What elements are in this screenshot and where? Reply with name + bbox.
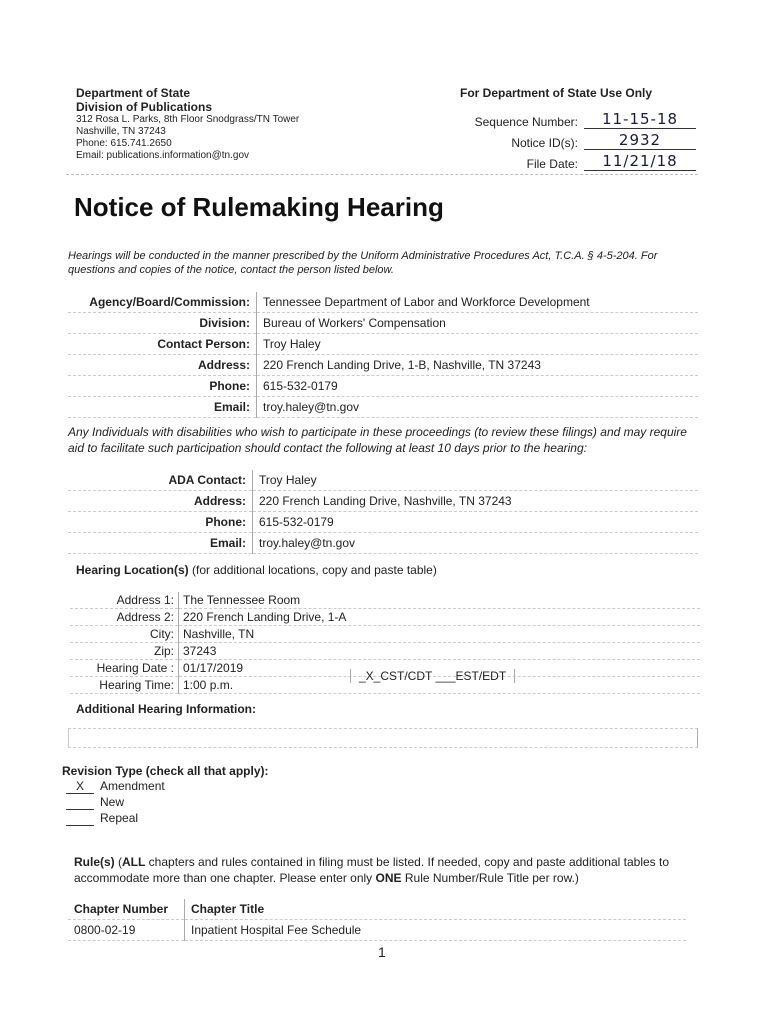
ada-row-label: ADA Contact: (68, 470, 253, 491)
agency-row-label: Contact Person: (68, 334, 257, 355)
revision-amendment (66, 779, 165, 794)
notice-row (460, 129, 700, 150)
chapter-number: 0800-02-19 (68, 920, 185, 941)
notice-label: Notice ID(s): (511, 136, 578, 150)
location-row-value: Nashville, TN (179, 626, 701, 643)
agency-row (68, 292, 698, 313)
agency-row (68, 313, 698, 334)
file-date-value: 11/21/18 (584, 152, 696, 171)
revision-repeal (66, 811, 138, 826)
address-line-2: Nashville, TN 37243 (76, 126, 166, 137)
agency-row-label: Division: (68, 313, 257, 334)
additional-info-title: Additional Hearing Information: (76, 702, 256, 716)
agency-row-label: Agency/Board/Commission: (68, 292, 257, 313)
chapter-title-header: Chapter Title (185, 899, 687, 920)
agency-row-label: Phone: (68, 376, 257, 397)
ada-table (68, 470, 698, 554)
revision-mark (66, 795, 94, 810)
disabilities-notice: Any Individuals with disabilities who wish to participate in these proceedings (to review these filings) and may require aid to facilitate such participation should contact the following at least 10 days prior to the hearing: (68, 425, 687, 455)
page-title: Notice of Rulemaking Hearing (74, 192, 444, 222)
agency-table (68, 292, 698, 418)
location-row-label: Hearing Date : (70, 660, 179, 677)
sequence-row (460, 108, 700, 129)
location-row-label: City: (70, 626, 179, 643)
header-publications-info (76, 86, 299, 162)
state-use-box (460, 86, 700, 171)
agency-row (68, 334, 698, 355)
location-row-value: 220 French Landing Drive, 1-A (179, 609, 701, 626)
location-row (70, 643, 700, 660)
rules-text-3: Rule Number/Rule Title per row.) (401, 871, 579, 885)
location-row-label: Address 1: (70, 592, 179, 609)
chapter-number-header: Chapter Number (68, 899, 185, 920)
location-row (70, 592, 700, 609)
location-row-value: 01/17/2019 (179, 660, 701, 677)
ada-row-label: Email: (68, 533, 253, 554)
sequence-value: 11-15-18 (584, 110, 696, 129)
ada-row (68, 512, 698, 533)
intro-text: Hearings will be conducted in the manner prescribed by the Uniform Administrative Procedures Act, T.C.A. § 4-5-204. For questions and copies of the notice, contact the person listed below. (68, 250, 658, 276)
header-divider (66, 174, 698, 175)
agency-row-label: Address: (68, 355, 257, 376)
agency-row-value: 220 French Landing Drive, 1-B, Nashville, TN 37243 (257, 355, 699, 376)
rules-one: ONE (375, 871, 402, 885)
revision-label: Amendment (100, 779, 165, 793)
hearing-location-bold: Hearing Location(s) (76, 563, 189, 577)
additional-info-field (68, 728, 698, 748)
agency-row-value: Troy Haley (257, 334, 699, 355)
rules-all: ALL (122, 855, 146, 869)
ada-row-value: 615-532-0179 (253, 512, 699, 533)
rules-bold: Rule(s) (74, 855, 115, 869)
address-line-1: 312 Rosa L. Parks, 8th Floor Snodgrass/TN Tower (76, 114, 300, 125)
location-row-value: The Tennessee Room (179, 592, 701, 609)
ada-row-value: Troy Haley (253, 470, 699, 491)
rules-instructions (74, 854, 704, 886)
revision-title: Revision Type (check all that apply): (62, 764, 269, 778)
revision-mark: X (66, 779, 94, 794)
chapter-title: Inpatient Hospital Fee Schedule (185, 920, 687, 941)
notice-value: 2932 (584, 131, 696, 150)
sequence-label: Sequence Number: (474, 115, 578, 129)
revision-new (66, 795, 124, 810)
hearing-location-title (76, 563, 437, 577)
agency-row-value: Tennessee Department of Labor and Workforce Development (257, 292, 699, 313)
page-number: 1 (378, 944, 386, 960)
division-name: Division of Publications (76, 100, 213, 114)
revision-mark (66, 811, 94, 826)
dept-name: Department of State (76, 86, 191, 100)
agency-row-value: 615-532-0179 (257, 376, 699, 397)
hearing-location-note: (for additional locations, copy and paste table) (188, 563, 437, 577)
agency-row (68, 355, 698, 376)
ada-row (68, 470, 698, 491)
chapter-table (68, 899, 686, 941)
agency-row (68, 397, 698, 418)
agency-row (68, 376, 698, 397)
phone-line: Phone: 615.741.2650 (76, 138, 172, 149)
agency-row-value: Bureau of Workers' Compensation (257, 313, 699, 334)
file-date-row (460, 150, 700, 171)
rules-text-2: chapters and rules contained in filing must be listed. If needed, copy and paste additional tables to accommodate more than one chapter. Please enter only (74, 855, 670, 885)
revision-label: Repeal (100, 811, 139, 825)
ada-row-value: troy.haley@tn.gov (253, 533, 699, 554)
rules-text-1: ( (114, 855, 123, 869)
ada-row (68, 533, 698, 554)
location-row (70, 626, 700, 643)
agency-row-value: troy.haley@tn.gov (257, 397, 699, 418)
file-date-label: File Date: (526, 157, 578, 171)
agency-row-label: Email: (68, 397, 257, 418)
chapter-header-row (68, 899, 686, 920)
location-row-label: Hearing Time: (70, 677, 179, 694)
ada-row-label: Address: (68, 491, 253, 512)
location-row-label: Address 2: (70, 609, 179, 626)
ada-row-label: Phone: (68, 512, 253, 533)
state-use-title: For Department of State Use Only (460, 86, 653, 100)
location-row-value: 1:00 p.m. (179, 677, 701, 694)
email-line: Email: publications.information@tn.gov (76, 150, 250, 161)
timezone-field: _X_CST/CDT ___EST/EDT (350, 669, 515, 683)
ada-row-value: 220 French Landing Drive, Nashville, TN 37243 (253, 491, 699, 512)
chapter-row (68, 920, 686, 941)
location-row-label: Zip: (70, 643, 179, 660)
ada-row (68, 491, 698, 512)
location-row (70, 609, 700, 626)
location-row-value: 37243 (179, 643, 701, 660)
revision-label: New (100, 795, 125, 809)
